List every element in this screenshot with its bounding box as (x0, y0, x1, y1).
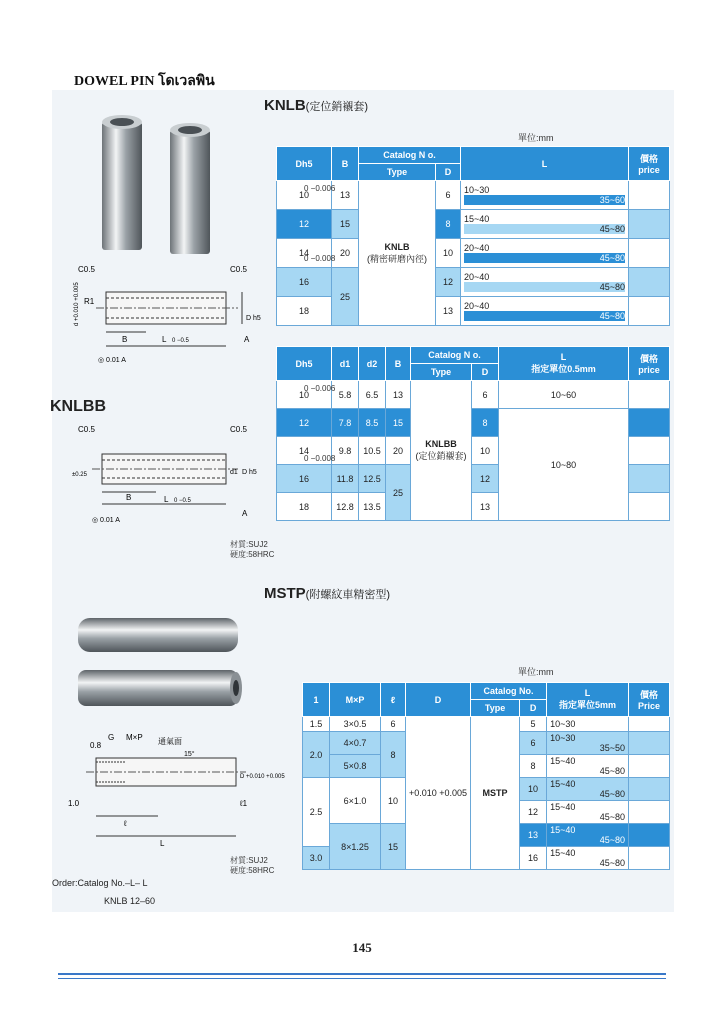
knlbb-tol-2: 0 −0.008 (304, 454, 336, 463)
table-header-cell: Catalog N o. (411, 347, 499, 364)
table-header-cell: d1 (332, 347, 359, 381)
table-cell (629, 847, 670, 870)
table-row (303, 717, 670, 732)
order-line-1: Order:Catalog No.–L– L (52, 878, 148, 888)
table-cell (629, 493, 670, 521)
table-cell: 10 (520, 778, 547, 801)
table-cell: 12 (520, 801, 547, 824)
table-cell: 11.8 (332, 465, 359, 493)
knlb-r1: R1 (84, 297, 95, 306)
table-cell: +0.010 +0.005 (406, 717, 471, 870)
table-cell (629, 801, 670, 824)
mstp-unit: 單位:mm (518, 667, 554, 677)
knlb-type-cell: KNLB (精密研磨內徑) (359, 181, 436, 326)
table-header-cell: d2 (359, 347, 386, 381)
table-cell: 6 (472, 381, 499, 409)
table-cell: 6 (436, 181, 461, 210)
table-cell: 20 (332, 239, 359, 268)
mstp-mxp: M×P (126, 733, 143, 742)
table-cell: 6×1.0 (330, 778, 381, 824)
knlbb-b: B (126, 493, 132, 502)
table-cell: 1.5 (303, 717, 330, 732)
table-header-cell: 1 (303, 683, 330, 717)
table-cell: 16 (520, 847, 547, 870)
knlb-l: L (162, 335, 167, 344)
table-header-cell: Type (471, 700, 520, 717)
knlb-h-price: 價格 price (629, 147, 670, 181)
table-cell (629, 409, 670, 437)
table-header-cell: 價格 price (629, 347, 670, 381)
table-cell (629, 437, 670, 465)
table-row (277, 210, 670, 239)
table-header-cell: D (406, 683, 471, 717)
mstp-g: G (108, 733, 115, 742)
knlbb-ltol: 0 −0.5 (174, 498, 191, 504)
table-header-cell: ℓ (381, 683, 406, 717)
table-cell (629, 181, 670, 210)
table-cell: 16 (277, 465, 332, 493)
knlb-tol-1: 0 −0.006 (304, 184, 336, 193)
table-cell: 8.5 (359, 409, 386, 437)
mstp-ell: ℓ (124, 819, 127, 828)
table-cell: 12.8 (332, 493, 359, 521)
knlb-concentricity: ◎ 0.01 A (98, 357, 126, 364)
table-cell: 12 (277, 210, 332, 239)
page-heading: DOWEL PIN โดเวลพิน (74, 74, 215, 89)
table-header-cell: Dh5 (277, 347, 332, 381)
knlbb-table (276, 346, 670, 521)
table-cell: 18 (277, 297, 332, 326)
table-header-cell: D (472, 364, 499, 381)
mstp-title: MSTP(附螺紋車精密型) (264, 585, 390, 602)
table-cell: 13 (386, 381, 411, 409)
table-cell: 10~30 (547, 717, 629, 732)
table-row (277, 409, 670, 437)
knlb-unit: 單位:mm (518, 133, 554, 143)
table-header-cell: Catalog No. (471, 683, 547, 700)
knlb-h-l: L (461, 147, 629, 181)
table-cell: 15 (332, 210, 359, 239)
table-cell: 6 (520, 732, 547, 755)
knlbb-l: L (164, 495, 169, 504)
knlbb-concentricity: ◎ 0.01 A (92, 517, 120, 524)
table-cell: 8 (381, 732, 406, 778)
table-cell: MSTP (471, 717, 520, 870)
knlb-table (276, 146, 670, 326)
knlb-tol-2: 0 −0.008 (304, 254, 336, 263)
knlbb-c05-right: C0.5 (230, 425, 247, 434)
mstp-table (302, 682, 670, 870)
table-cell (629, 297, 670, 326)
table-cell: KNLBB (定位銷襯套) (411, 381, 472, 521)
table-cell: 9.8 (332, 437, 359, 465)
knlbb-d1: d1 (230, 469, 238, 476)
table-cell: 20~40 45~80 (461, 297, 629, 326)
table-cell (629, 732, 670, 755)
table-cell (629, 210, 670, 239)
table-cell: 10 (277, 381, 332, 409)
page-number: 145 (352, 940, 372, 955)
table-header-cell: L 指定單位0.5mm (499, 347, 629, 381)
order-line-2: KNLB 12–60 (104, 896, 156, 906)
table-cell: 15~40 45~80 (547, 801, 629, 824)
knlb-title: KNLB(定位銷襯套) (264, 97, 368, 114)
knlb-dtol: d +0.010 +0.005 (74, 282, 80, 326)
table-cell: 7.8 (332, 409, 359, 437)
table-cell: 14 (277, 239, 332, 268)
knlbb-datum: A (242, 509, 248, 518)
table-cell: 10 (436, 239, 461, 268)
table-cell: 13 (520, 824, 547, 847)
table-cell: 12 (436, 268, 461, 297)
knlb-h-d: Dh5 (277, 147, 332, 181)
mstp-material: 材質:SUJ2 硬度:58HRC (230, 856, 275, 875)
knlb-ltol: 0 −0.5 (172, 338, 189, 344)
mstp-ell1: ℓ1 (240, 799, 248, 808)
table-cell: 13.5 (359, 493, 386, 521)
table-cell: 15~40 45~80 (547, 778, 629, 801)
table-cell (629, 755, 670, 778)
table-cell: 20~40 45~80 (461, 268, 629, 297)
table-cell: 10~30 35~60 (461, 181, 629, 210)
knlb-dh5: D h5 (246, 315, 261, 322)
table-cell (629, 465, 670, 493)
table-cell: 8 (472, 409, 499, 437)
table-header-cell: M×P (330, 683, 381, 717)
table-cell: 15~40 45~80 (547, 755, 629, 778)
footer-rule (58, 973, 666, 975)
table-cell: 15~40 45~80 (547, 847, 629, 870)
table-cell: 14 (277, 437, 332, 465)
mstp-drawing (64, 728, 285, 858)
mstp-l: L (160, 839, 165, 848)
knlb-drawing (66, 262, 266, 370)
table-cell: 15~40 45~80 (547, 824, 629, 847)
table-cell: 8 (436, 210, 461, 239)
table-cell: 18 (277, 493, 332, 521)
knlb-h-type: Type (359, 164, 436, 181)
table-cell: 10.5 (359, 437, 386, 465)
table-cell: 10~30 35~50 (547, 732, 629, 755)
knlbb-tol-1: 0 −0.006 (304, 384, 336, 393)
table-cell: 15~40 45~80 (461, 210, 629, 239)
table-header-cell: D (520, 700, 547, 717)
table-cell: 6.5 (359, 381, 386, 409)
table-cell: 25 (386, 465, 411, 521)
table-cell: 2.0 (303, 732, 330, 778)
knlbb-drawing (66, 424, 266, 532)
table-cell: 10~60 (499, 381, 629, 409)
mstp-dtol: D +0.010 +0.005 (240, 774, 285, 780)
knlb-h-dcol: D (436, 164, 461, 181)
table-cell: 5.8 (332, 381, 359, 409)
mstp-vent: 通氣面 (158, 737, 182, 746)
table-cell (629, 717, 670, 732)
knlb-b: B (122, 335, 128, 344)
table-cell: 13 (332, 181, 359, 210)
knlbb-tol025: ±0.25 (72, 472, 87, 478)
knlb-h-catalog: Catalog N o. (359, 147, 461, 164)
table-cell: 25 (332, 268, 359, 326)
table-header-cell: 價格 Price (629, 683, 670, 717)
table-cell: 2.5 (303, 778, 330, 847)
table-cell: 8×1.25 (330, 824, 381, 870)
table-cell: 5×0.8 (330, 755, 381, 778)
table-cell: 13 (472, 493, 499, 521)
mstp-deg: 15° (184, 751, 195, 758)
table-cell: 4×0.7 (330, 732, 381, 755)
table-cell: 10~80 (499, 409, 629, 521)
table-cell: 10 (381, 778, 406, 824)
table-cell: 15 (386, 409, 411, 437)
knlb-h-b: B (332, 147, 359, 181)
table-cell: 10 (472, 437, 499, 465)
table-cell: 20~40 45~80 (461, 239, 629, 268)
mstp-product-photo (70, 608, 260, 718)
footer-rule-thin (58, 978, 666, 979)
mstp-c08: 0.8 (90, 741, 102, 750)
knlb-datum: A (244, 335, 250, 344)
mstp-one: 1.0 (68, 799, 80, 808)
table-cell (629, 381, 670, 409)
table-row (277, 268, 670, 297)
table-cell: 3.0 (303, 847, 330, 870)
table-cell: 5 (520, 717, 547, 732)
table-cell: 12 (472, 465, 499, 493)
table-cell (629, 239, 670, 268)
table-cell (629, 824, 670, 847)
table-cell: 16 (277, 268, 332, 297)
knlbb-material: 材質:SUJ2 硬度:58HRC (230, 540, 275, 559)
knlb-c05-right: C0.5 (230, 265, 247, 274)
table-cell: 13 (436, 297, 461, 326)
table-header-cell: Type (411, 364, 472, 381)
table-cell: 6 (381, 717, 406, 732)
table-cell: 8 (520, 755, 547, 778)
knlb-product-photo (90, 108, 230, 258)
table-header-cell: L 指定單位5mm (547, 683, 629, 717)
table-cell: 20 (386, 437, 411, 465)
table-cell (629, 778, 670, 801)
table-cell: 3×0.5 (330, 717, 381, 732)
knlbb-dh5: D h5 (242, 469, 257, 476)
table-cell: 10 (277, 181, 332, 210)
table-header-cell: B (386, 347, 411, 381)
knlbb-title: KNLBB (50, 398, 106, 415)
table-cell: 12 (277, 409, 332, 437)
knlb-c05-left: C0.5 (78, 265, 95, 274)
table-cell: 15 (381, 824, 406, 870)
knlbb-c05-left: C0.5 (78, 425, 95, 434)
table-cell (629, 268, 670, 297)
table-cell: 12.5 (359, 465, 386, 493)
